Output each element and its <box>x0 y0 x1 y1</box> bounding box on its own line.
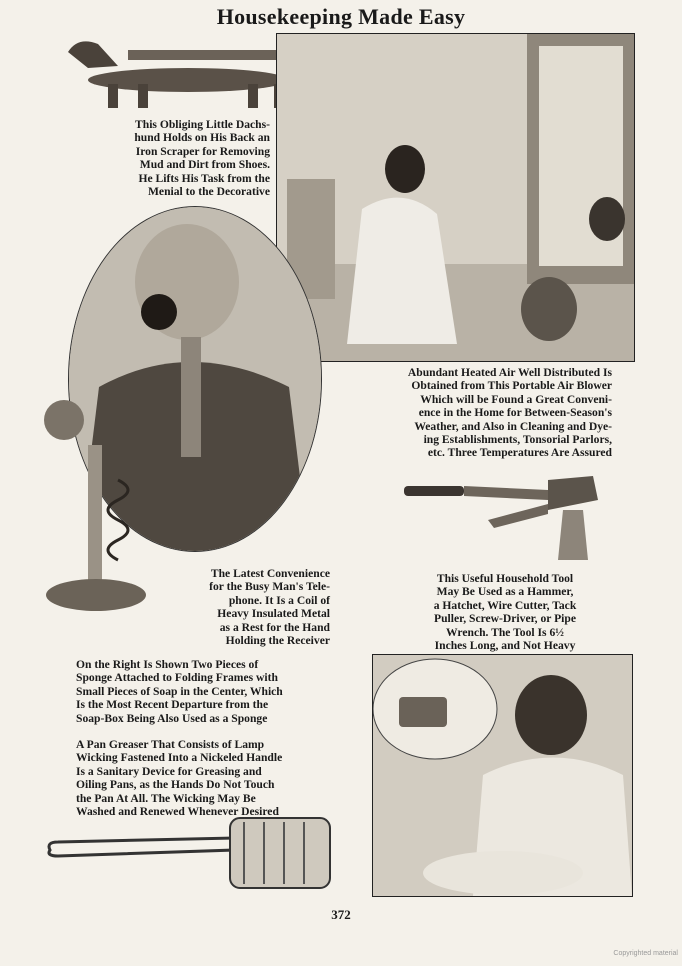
dachshund-caption: This Obliging Little Dachs- hund Holds on His Back an Iron Scraper for Removing Mud and Dirt from Shoes. He Lifts His Task from the Menial to the Decorative <box>134 118 270 199</box>
page-title: Housekeeping Made Easy <box>216 4 466 29</box>
candlestick-telephone-illustration <box>40 390 160 640</box>
dachshund-scraper-illustration <box>48 22 306 122</box>
pan-greaser-illustration <box>44 812 336 894</box>
copyright-watermark: Copyrighted material <box>613 950 678 957</box>
air-blower-caption: Abundant Heated Air Well Distributed Is Obtained from This Portable Air Blower Which will be Found a Great Conveni- ence in the Home for Between-Season's Weather, and Also in Cleaning and Dye- ing Establishments, Tonsorial Parlors, etc. Three Temperatures Are Assured <box>407 366 612 460</box>
page-number: 372 <box>331 907 351 922</box>
air-blower-photo <box>276 33 635 362</box>
sponge-caption: On the Right Is Shown Two Pieces of Sponge Attached to Folding Frames with Small Pieces of Soap in the Center, Which Is the Most Recent Departure from the Soap-Box Being Also Used as a Sponge <box>76 658 283 725</box>
household-tool-illustration <box>398 470 610 570</box>
pan-greaser-caption: A Pan Greaser That Consists of Lamp Wicking Fastened Into a Nickeled Handle Is a Sanitary Device for Greasing and Oiling Pans, as the Hands Do Not Touch the Pan At All. The Wicking May Be Washed and Renewed Whenever Desired <box>76 738 283 819</box>
sponge-woman-photo <box>372 654 633 897</box>
telephone-caption: The Latest Convenience for the Busy Man's Tele- phone. It Is a Coil of Heavy Insulated Metal as a Rest for the Hand Holding the Receiver <box>209 567 330 648</box>
tool-caption: This Useful Household Tool May Be Used as a Hammer, a Hatchet, Wire Cutter, Tack Puller, Screw-Driver, or Pipe Wrench. The Tool Is 6½ Inches Long, and Not Heavy <box>433 572 577 653</box>
